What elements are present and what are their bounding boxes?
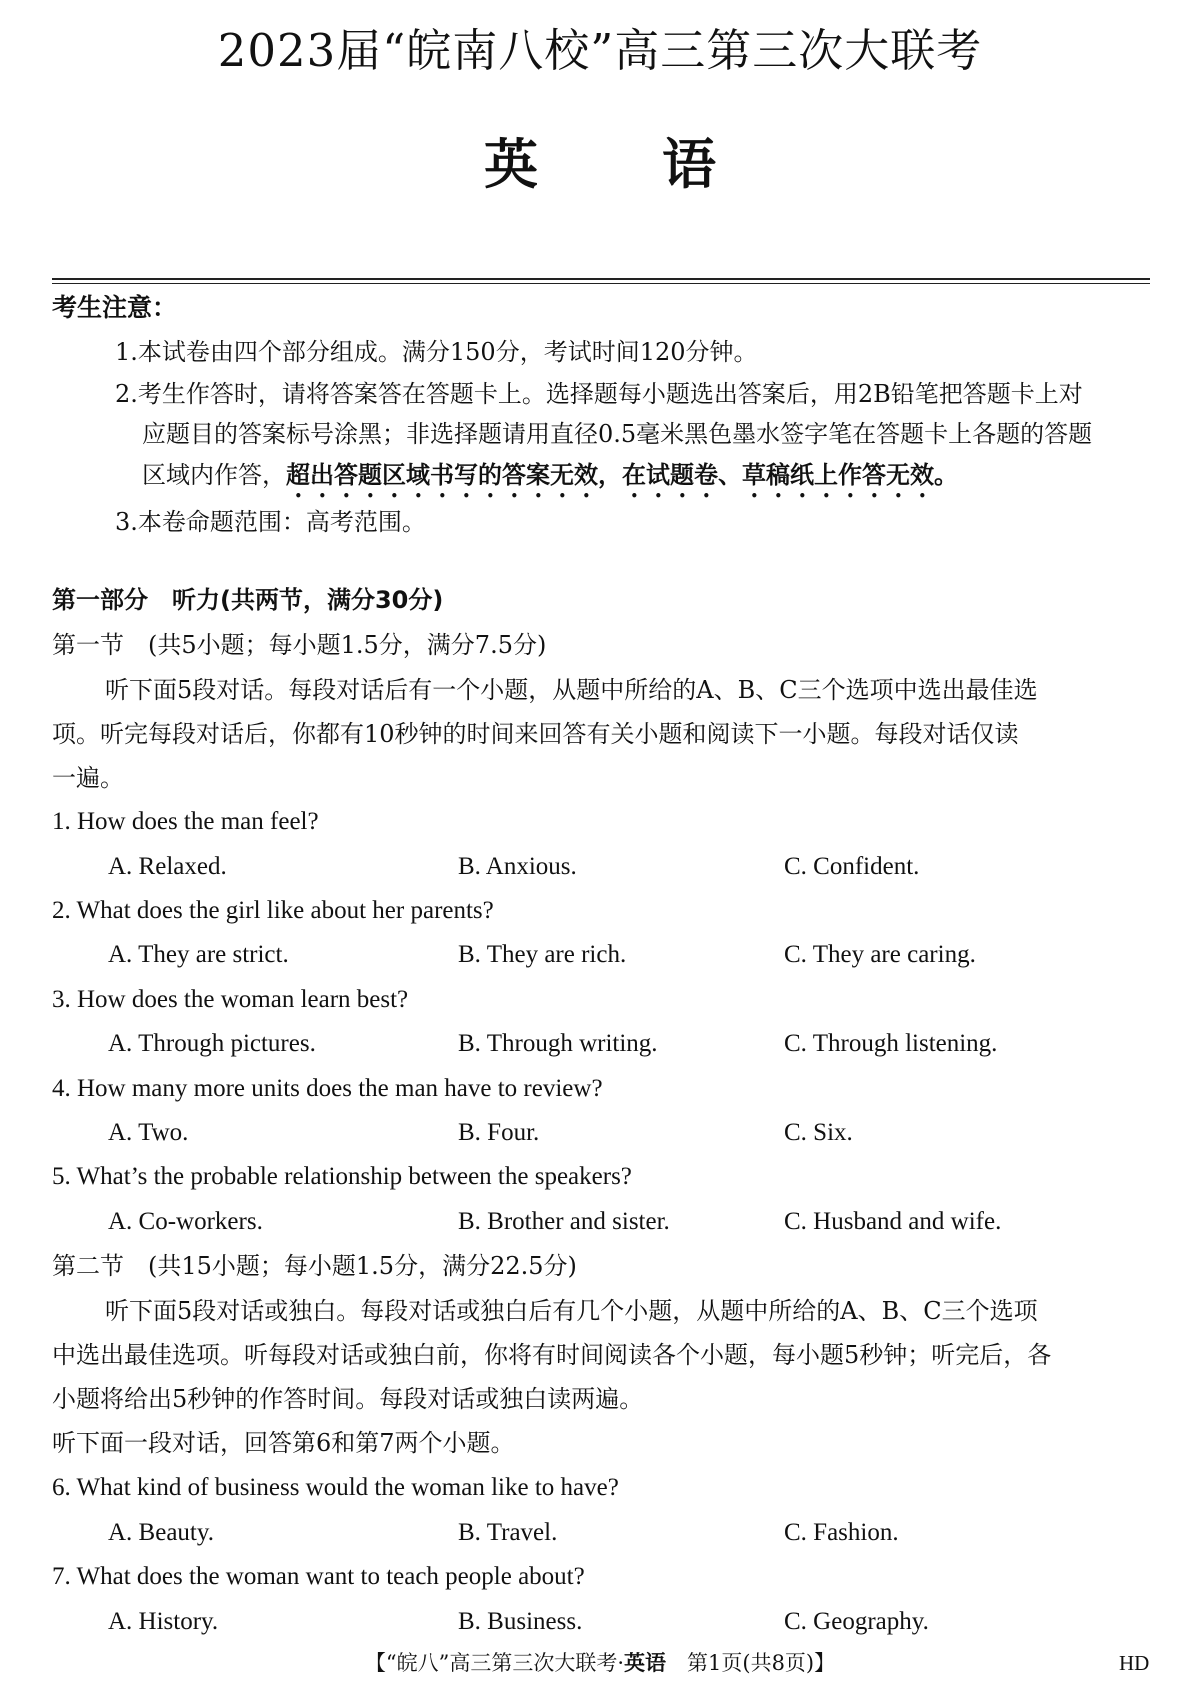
section2-heading: 第二节 (共15小题；每小题1.5分，满分22.5分) [52, 1252, 577, 1280]
question-1-stem: 1. How does the man feel? [52, 808, 319, 835]
question-1-option-c: C. Confident. [784, 853, 920, 880]
question-4-stem: 4. How many more units does the man have to review? [52, 1075, 603, 1102]
question-7-option-a: A. History. [108, 1608, 219, 1635]
question-4-option-a: A. Two. [108, 1119, 189, 1146]
page-footer [0, 1648, 1200, 1678]
footer-subject: 英语 [624, 1651, 667, 1675]
section1-instruction-line-3: 一遍。 [52, 764, 124, 792]
header-divider-thick [52, 278, 1150, 280]
footer-page-number: 第1页(共8页)】 [666, 1651, 836, 1675]
question-3-stem: 3. How does the woman learn best? [52, 986, 409, 1013]
question-1-option-a: A. Relaxed. [108, 853, 227, 880]
section1-heading: 第一节 (共5小题；每小题1.5分，满分7.5分) [52, 631, 547, 659]
subject-title [0, 130, 1200, 200]
header-divider-thin [52, 283, 1150, 284]
notice-item-1: 1.本试卷由四个部分组成。满分150分，考试时间120分钟。 [115, 338, 758, 366]
question-7-option-b: B. Business. [458, 1608, 583, 1635]
section1-instruction-line-2: 项。听完每段对话后，你都有10秒钟的时间来回答有关小题和阅读下一小题。每段对话仅读 [52, 720, 1019, 748]
question-3-option-c: C. Through listening. [784, 1030, 998, 1057]
notice-item-3: 3.本卷命题范围：高考范围。 [115, 508, 426, 536]
footer-exam-name: 【“皖八”高三第三次大联考· [364, 1651, 625, 1675]
question-6-option-c: C. Fashion. [784, 1519, 899, 1546]
part1-heading: 第一部分 听力(共两节，满分30分) [52, 586, 444, 614]
question-5-option-b: B. Brother and sister. [458, 1208, 670, 1235]
question-6-stem: 6. What kind of business would the woman like to have? [52, 1474, 619, 1501]
question-6-option-b: B. Travel. [458, 1519, 558, 1546]
notice-item-2-line-1: 2.考生作答时，请将答案答在答题卡上。选择题每小题选出答案后，用2B铅笔把答题卡上对 [115, 380, 1083, 408]
subject-char-2: 语 [662, 133, 716, 196]
question-2-option-a: A. They are strict. [108, 941, 289, 968]
question-5-option-a: A. Co-workers. [108, 1208, 263, 1235]
section2-instruction-line-1: 听下面5段对话或独白。每段对话或独白后有几个小题，从题中所给的A、B、C三个选项 [105, 1297, 1038, 1325]
notice-item-2-emphasis: 超出答题区域书写的答案无效，在试题卷、草稿纸上作答无效。 [286, 461, 958, 489]
question-3-option-a: A. Through pictures. [108, 1030, 316, 1057]
subject-char-1: 英 [484, 133, 538, 196]
exam-title: 2023届“皖南八校”高三第三次大联考 [217, 24, 983, 77]
question-3-option-b: B. Through writing. [458, 1030, 658, 1057]
notice-item-2-plain: 区域内作答， [142, 461, 286, 489]
question-6-option-a: A. Beauty. [108, 1519, 214, 1546]
section2-lead: 听下面一段对话，回答第6和第7两个小题。 [52, 1429, 515, 1457]
section1-instruction-line-1: 听下面5段对话。每段对话后有一个小题，从题中所给的A、B、C三个选项中选出最佳选 [105, 676, 1038, 704]
question-2-stem: 2. What does the girl like about her parents? [52, 897, 494, 924]
question-4-option-b: B. Four. [458, 1119, 540, 1146]
question-7-stem: 7. What does the woman want to teach people about? [52, 1563, 585, 1590]
question-7-option-c: C. Geography. [784, 1608, 929, 1635]
section2-instruction-line-3: 小题将给出5秒钟的作答时间。每段对话或独白读两遍。 [52, 1385, 644, 1413]
question-5-stem: 5. What’s the probable relationship between the speakers? [52, 1163, 632, 1190]
question-2-option-b: B. They are rich. [458, 941, 627, 968]
notice-heading: 考生注意： [52, 293, 178, 322]
footer-code: HD [1119, 1651, 1150, 1675]
question-2-option-c: C. They are caring. [784, 941, 976, 968]
notice-item-2-line-3 [142, 459, 958, 503]
question-4-option-c: C. Six. [784, 1119, 853, 1146]
notice-item-2-line-2: 应题目的答案标号涂黑；非选择题请用直径0.5毫米黑色墨水签字笔在答题卡上各题的答题 [142, 420, 1093, 448]
question-5-option-c: C. Husband and wife. [784, 1208, 1002, 1235]
question-1-option-b: B. Anxious. [458, 853, 577, 880]
section2-instruction-line-2: 中选出最佳选项。听每段对话或独白前，你将有时间阅读各个小题，每小题5秒钟；听完后，各 [52, 1341, 1052, 1369]
